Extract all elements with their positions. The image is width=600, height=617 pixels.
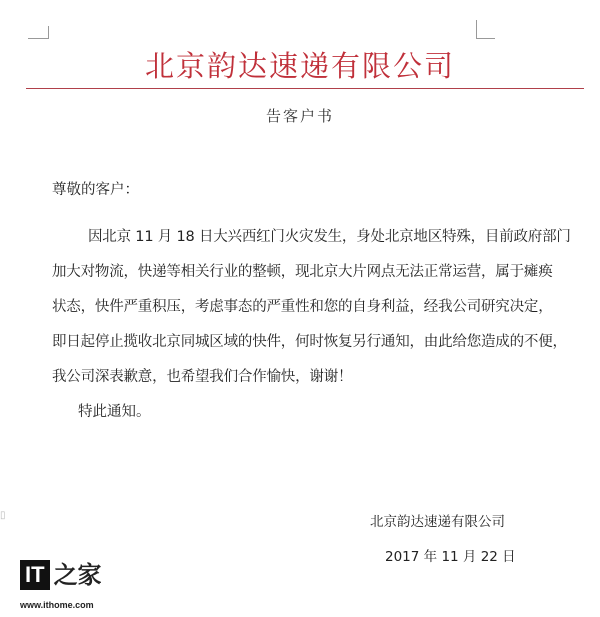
logo-zh: 之家 — [53, 561, 102, 589]
document-icon: ▯ — [0, 510, 6, 521]
body-line: 加大对物流，快递等相关行业的整顿，现北京大片网点无法正常运营，属于瘫痪 — [52, 264, 553, 280]
page-corner-mark-right — [476, 20, 495, 39]
page-corner-mark-left — [28, 26, 49, 39]
letterhead-company-name: 北京韵达速递有限公司 — [144, 49, 455, 83]
ithome-watermark — [20, 560, 102, 610]
closing: 特此通知。 — [78, 404, 151, 420]
signature: 北京韵达速递有限公司 — [370, 514, 505, 530]
greeting: 尊敬的客户： — [52, 182, 139, 198]
date: 2017 年 11 月 22 日 — [385, 549, 516, 565]
letterhead-divider — [26, 88, 584, 89]
document-title: 告客户书 — [265, 107, 334, 125]
logo-it: IT — [20, 560, 50, 590]
body-line: 即日起停止揽收北京同城区域的快件，何时恢复另行通知，由此给您造成的不便， — [52, 334, 567, 350]
body-line: 我公司深表歉意，也希望我们合作愉快，谢谢！ — [52, 369, 353, 385]
body-line: 因北京 11 月 18 日大兴西红门火灾发生，身处北京地区特殊，目前政府部门 — [88, 229, 571, 245]
watermark-url: www.ithome.com — [20, 600, 94, 610]
body-line: 状态，快件严重积压，考虑事态的严重性和您的自身利益，经我公司研究决定， — [52, 299, 553, 315]
